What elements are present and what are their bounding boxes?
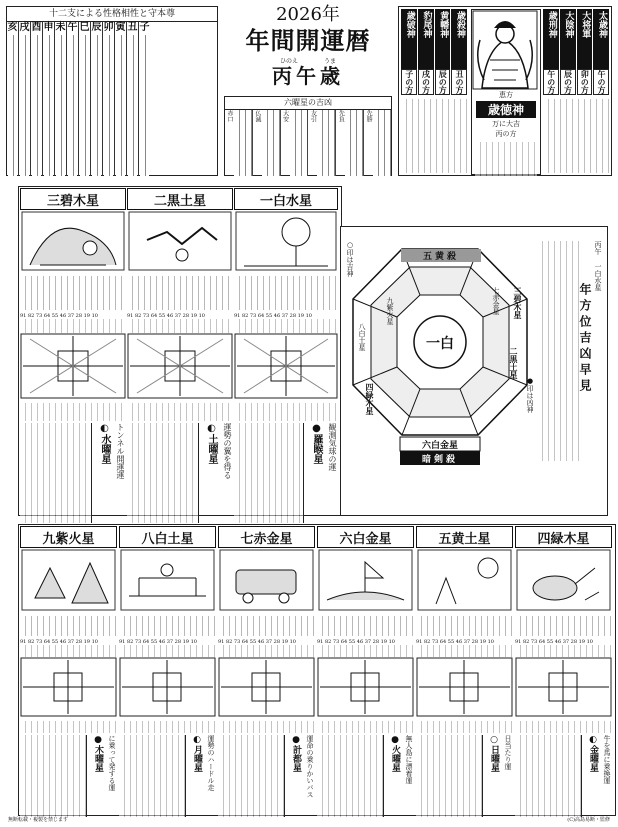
planet-name <box>91 423 112 523</box>
star-body-text <box>20 276 126 310</box>
rokuyo-title: 六曜星の吉凶 <box>225 97 391 110</box>
rokuyo-label: 友引 <box>309 110 317 122</box>
planet-label: 羅睺星 <box>311 434 322 464</box>
ages-row: 91 82 73 64 55 46 37 28 19 10 <box>218 639 296 645</box>
deities-box <box>398 6 612 176</box>
zodiac-col <box>127 22 139 176</box>
planet-mark: ● <box>390 735 400 745</box>
year-label: 2026年 <box>276 4 340 25</box>
planet-label: 土曜星 <box>206 434 217 464</box>
deity-direction: 辰の方 <box>560 69 576 95</box>
compass-ring-label: 四緑木星 <box>365 383 375 415</box>
deities-left-dirs <box>401 69 467 95</box>
planet-label: 金曜星 <box>588 745 598 772</box>
zodiac-col <box>55 22 67 176</box>
compass-legend-bad: ●印は凶神 <box>526 377 534 413</box>
planet-mark: ● <box>291 735 301 745</box>
zodiac-col <box>91 22 103 176</box>
footer-left: 無断転載・複製を禁じます <box>8 817 69 823</box>
star-panel <box>515 526 612 812</box>
planet-motto: 無人島に漂着運 <box>405 735 413 784</box>
deity-name: 太歳神 <box>593 9 609 69</box>
zodiac-title: 十二支による性格相性と守本尊 <box>7 7 217 22</box>
planet-name <box>284 735 303 817</box>
rokuyo-label: 先負 <box>337 110 345 122</box>
compass-center: 一白 <box>426 336 454 352</box>
planet-mark: ● <box>93 735 103 745</box>
deity-name: 黄幡神 <box>435 9 451 69</box>
direction-grid-icon <box>127 333 233 399</box>
planet-section <box>119 735 216 817</box>
planet-label: 木曜星 <box>93 745 103 772</box>
deities-right-text <box>543 99 609 173</box>
deities-right-dirs <box>543 69 609 95</box>
ages-row: 91 82 73 64 55 46 37 28 19 10 <box>119 639 197 645</box>
star-panel <box>234 188 338 512</box>
planet-section <box>20 735 117 817</box>
planet-section <box>234 423 338 523</box>
rokuyo-label: 先勝 <box>365 110 373 122</box>
planet-name <box>303 423 324 523</box>
planet-motto: トンネル開運運 <box>116 423 125 479</box>
star-panel <box>218 526 315 812</box>
planet-section <box>317 735 414 817</box>
star-body-text <box>317 616 414 636</box>
deity-name: 大陰神 <box>560 9 576 69</box>
star-illustration <box>515 548 612 612</box>
deity-name: 歳刑神 <box>543 9 559 69</box>
zodiac-table <box>6 6 218 176</box>
star-name: 六白金星 <box>317 526 414 548</box>
planet-motto: 運勢の翼を得る <box>223 423 232 479</box>
planet-motto: 牛を馬に乗換運 <box>603 735 611 784</box>
zodiac-animal: 寅 <box>115 22 126 33</box>
rokuyo-label: 仏滅 <box>253 110 261 122</box>
star-panel <box>119 526 216 812</box>
ruby-row <box>224 56 392 63</box>
planet-section <box>127 423 233 523</box>
star-body-text <box>515 616 612 636</box>
ruby-right: うま <box>324 58 337 65</box>
compass-title: 年方位吉凶早見 <box>578 283 592 395</box>
goddess-illustration <box>472 10 538 90</box>
planet-label: 計都星 <box>291 745 301 772</box>
star-illustration <box>234 210 338 272</box>
toku-direction: 丙の方 <box>495 130 517 138</box>
rokuyo-item <box>281 110 309 176</box>
star-illustration <box>119 548 216 612</box>
planet-label: 月曜星 <box>192 745 202 772</box>
star-panel <box>127 188 233 512</box>
planet-label: 日曜星 <box>489 745 499 772</box>
star-illustration <box>317 548 414 612</box>
star-panel <box>20 188 126 512</box>
ages-row: 91 82 73 64 55 46 37 28 19 10 <box>20 639 98 645</box>
rokuyo-item <box>364 110 391 176</box>
planet-motto: 運命の乗りかいバス <box>306 735 314 798</box>
zodiac-animal: 未 <box>55 22 66 33</box>
deity-direction: 午の方 <box>543 69 559 95</box>
planet-mark: ◐ <box>206 423 217 434</box>
compass-ring-label: 九紫火星 <box>386 297 394 325</box>
planet-name <box>383 735 402 817</box>
rokuyo-box <box>224 96 392 176</box>
toku-deity-panel <box>471 9 541 175</box>
zodiac-col <box>139 22 150 176</box>
deity-name: 大将軍 <box>577 9 593 69</box>
deity-name: 歳破神 <box>401 9 417 69</box>
planet-section <box>20 423 126 523</box>
star-body-text <box>20 616 117 636</box>
direction-grid-icon <box>20 657 117 717</box>
deity-name: 豹尾神 <box>418 9 434 69</box>
planet-section <box>416 735 513 817</box>
deity-direction: 辰の方 <box>435 69 451 95</box>
direction-grid-icon <box>317 657 414 717</box>
zodiac-col <box>115 22 127 176</box>
deity-direction: 丑の方 <box>451 69 467 95</box>
rokuyo-label: 大安 <box>281 110 289 122</box>
compass-ring-label: 二黒土星 <box>509 347 519 379</box>
zodiac-col <box>79 22 91 176</box>
planet-name <box>185 735 204 817</box>
compass-bottom-star: 六白金星 <box>421 441 458 451</box>
zodiac-col <box>43 22 55 176</box>
compass-notes <box>537 241 579 461</box>
direction-grid-icon <box>119 657 216 717</box>
zodiac-animal: 酉 <box>31 22 42 33</box>
star-illustration <box>127 210 233 272</box>
direction-grid-icon <box>20 333 126 399</box>
star-name: 七赤金星 <box>218 526 315 548</box>
star-name: 五黄土星 <box>416 526 513 548</box>
star-body-text <box>234 276 338 310</box>
zodiac-col <box>7 22 19 176</box>
rokuyo-item <box>253 110 281 176</box>
zodiac-animal: 戌 <box>19 22 30 33</box>
direction-grid-icon <box>515 657 612 717</box>
planet-name <box>581 735 600 817</box>
planet-label: 火曜星 <box>390 745 400 772</box>
planet-motto: 運勢のハードル走 <box>207 735 215 791</box>
direction-grid-icon <box>234 333 338 399</box>
deity-direction: 午の方 <box>593 69 609 95</box>
zodiac-animal: 丑 <box>127 22 138 33</box>
zodiac-animal: 卯 <box>103 22 114 33</box>
star-name: 八白土星 <box>119 526 216 548</box>
planet-section <box>515 735 612 817</box>
zodiac-animal: 子 <box>139 22 150 33</box>
star-illustration <box>416 548 513 612</box>
star-name: 一白水星 <box>234 188 338 210</box>
page-title: 年間開運暦 <box>245 26 371 55</box>
deities-left-text <box>401 99 467 173</box>
planet-motto: 観測気球の運 <box>328 423 337 471</box>
rokuyo-label: 赤口 <box>226 110 233 122</box>
planet-mark: ◐ <box>588 735 598 745</box>
planet-mark: ◐ <box>192 735 202 745</box>
planet-section <box>218 735 315 817</box>
zodiac-animal: 午 <box>67 22 78 33</box>
direction-grid-icon <box>416 657 513 717</box>
zodiac-animal: 巳 <box>79 22 90 33</box>
compass-ring-label: 八白土星 <box>358 323 366 351</box>
star-body-text <box>416 616 513 636</box>
ages-row: 91 82 73 64 55 46 37 28 19 10 <box>20 313 98 319</box>
compass-bottom-label: 暗剣殺 <box>421 455 458 465</box>
compass-panel <box>340 226 608 516</box>
deities-left <box>401 9 467 69</box>
star-illustration <box>20 210 126 272</box>
star-name: 三碧木星 <box>20 188 126 210</box>
footer <box>8 816 610 826</box>
zodiac-col <box>103 22 115 176</box>
ages-row: 91 82 73 64 55 46 37 28 19 10 <box>416 639 494 645</box>
compass-subtitle: 丙午 一白水星 <box>594 241 602 291</box>
ages-row: 91 82 73 64 55 46 37 28 19 10 <box>317 639 395 645</box>
star-panel <box>317 526 414 812</box>
planet-motto: に乗って発する運 <box>108 735 116 791</box>
planet-name <box>482 735 501 817</box>
deities-right <box>543 9 609 69</box>
deity-direction: 戌の方 <box>418 69 434 95</box>
zodiac-animal: 申 <box>43 22 54 33</box>
star-illustration <box>218 548 315 612</box>
compass-legend-good: ○印は吉神 <box>346 241 354 277</box>
zodiac-animal: 辰 <box>91 22 102 33</box>
zodiac-col <box>19 22 31 176</box>
zodiac-animal: 亥 <box>7 22 18 33</box>
direction-grid-icon <box>218 657 315 717</box>
ages-row: 91 82 73 64 55 46 37 28 19 10 <box>234 313 312 319</box>
star-panel <box>416 526 513 812</box>
rokuyo-item <box>308 110 336 176</box>
page-subtitle: 丙午歳 <box>272 64 344 88</box>
star-illustration <box>20 548 117 612</box>
rokuyo-row <box>225 110 391 176</box>
toku-name: 歳徳神 <box>476 101 536 118</box>
deity-direction: 子の方 <box>401 69 417 95</box>
ruby-left: ひのえ <box>279 58 298 65</box>
deity-direction: 卯の方 <box>577 69 593 95</box>
zodiac-columns <box>7 22 217 176</box>
planet-name <box>198 423 219 523</box>
planet-label: 水曜星 <box>99 434 110 464</box>
star-body-text <box>218 616 315 636</box>
toku-label: 恵方 <box>499 91 513 99</box>
star-name: 四緑木星 <box>515 526 612 548</box>
rokuyo-item <box>225 110 253 176</box>
compass-ring-label: 七赤金星 <box>492 287 500 315</box>
compass-top-label: 五黄殺 <box>401 249 481 262</box>
planet-motto: 日当たり運 <box>504 735 512 770</box>
toku-blessing: 万に大吉 <box>492 120 520 128</box>
ages-row: 91 82 73 64 55 46 37 28 19 10 <box>515 639 593 645</box>
ages-row: 91 82 73 64 55 46 37 28 19 10 <box>127 313 205 319</box>
star-panel <box>20 526 117 812</box>
rokuyo-item <box>336 110 364 176</box>
zodiac-col <box>67 22 79 176</box>
footer-right: (C)高島易断・監修 <box>567 817 610 823</box>
star-name: 九紫火星 <box>20 526 117 548</box>
star-body-text <box>127 276 233 310</box>
zodiac-col <box>31 22 43 176</box>
star-name: 二黒土星 <box>127 188 233 210</box>
deity-name: 歳殺神 <box>451 9 467 69</box>
planet-mark: ● <box>311 423 322 434</box>
planet-mark: ◐ <box>99 423 110 434</box>
compass-ring-label: 三碧木星 <box>513 287 523 319</box>
title-block <box>224 4 392 94</box>
planet-name <box>86 735 105 817</box>
star-body-text <box>119 616 216 636</box>
planet-mark: ○ <box>489 735 499 745</box>
